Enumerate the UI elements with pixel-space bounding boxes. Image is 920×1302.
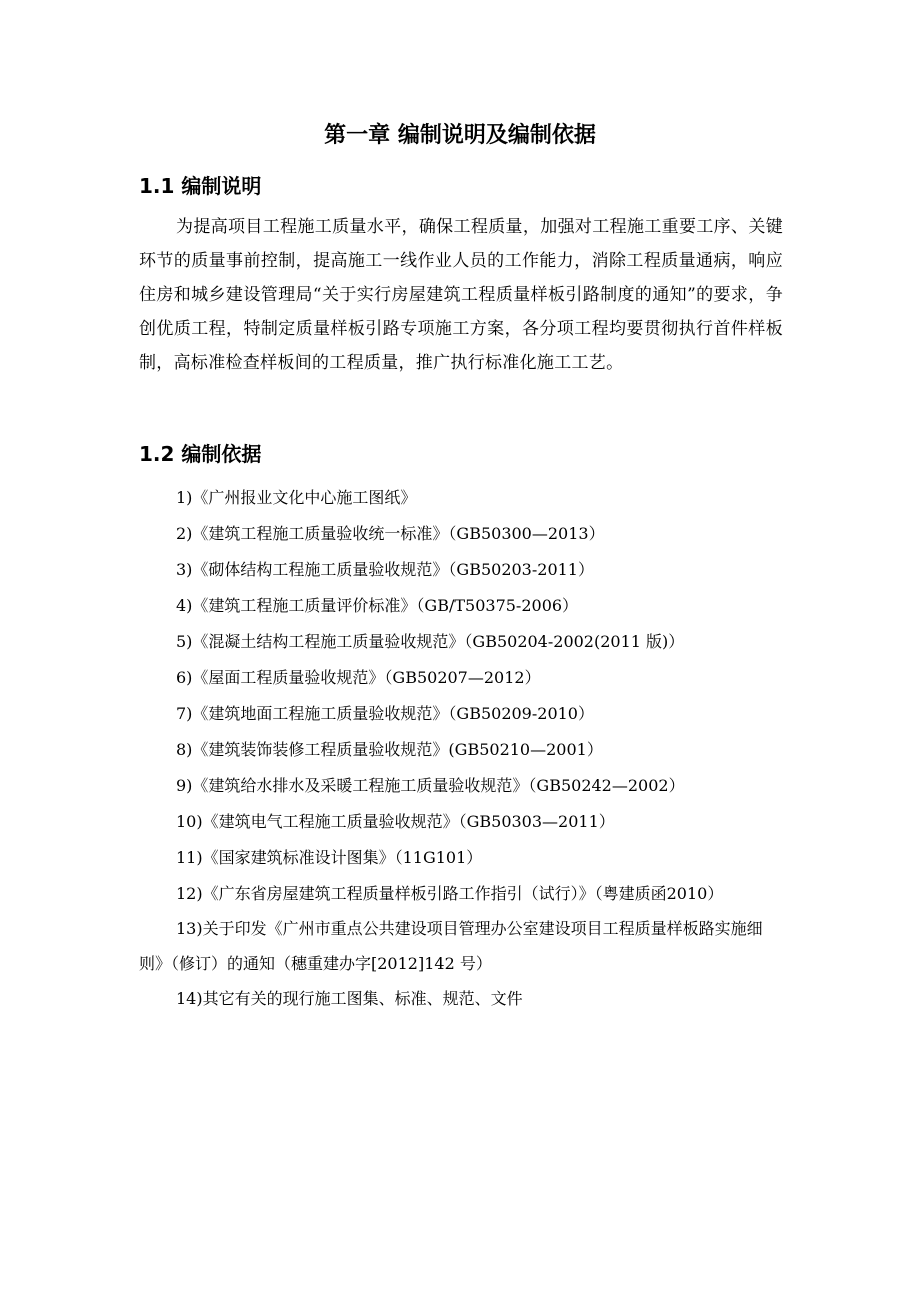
reference-item: 9)《建筑给水排水及采暖工程施工质量验收规范》（GB50242—2002） — [176, 776, 685, 795]
reference-item: 2)《建筑工程施工质量验收统一标准》（GB50300—2013） — [176, 524, 605, 543]
chapter-title: 第一章 编制说明及编制依据 — [324, 123, 596, 148]
section-heading-1-2: 1.2 编制依据 — [139, 442, 262, 466]
reference-item: 10)《建筑电气工程施工质量验收规范》（GB50303—2011） — [176, 812, 615, 831]
section-heading-1-1: 1.1 编制说明 — [139, 174, 262, 198]
reference-item: 3)《砌体结构工程施工质量验收规范》（GB50203-2011） — [176, 560, 594, 579]
reference-item: 4)《建筑工程施工质量评价标准》（GB/T50375-2006） — [176, 596, 579, 615]
reference-item: 6)《屋面工程质量验收规范》（GB50207—2012） — [176, 668, 541, 687]
reference-item: 14)其它有关的现行施工图集、标准、规范、文件 — [176, 989, 523, 1008]
reference-list — [139, 480, 783, 1017]
reference-item: 5)《混凝土结构工程施工质量验收规范》（GB50204-2002(2011 版)） — [176, 632, 685, 651]
reference-item: 12)《广东省房屋建筑工程质量样板引路工作指引（试行）》（粤建质函2010） — [176, 884, 724, 903]
reference-item: 1)《广州报业文化中心施工图纸》 — [176, 488, 417, 507]
reference-item: 7)《建筑地面工程施工质量验收规范》（GB50209-2010） — [176, 704, 594, 723]
section-1-1-paragraph: 为提高项目工程施工质量水平，确保工程质量，加强对工程施工重要工序、关键环节的质量事前控制，提高施工一线作业人员的工作能力，消除工程质量通病，响应住房和城乡建设管理局“关于实行房屋建筑工程质量样板引路制度的通知”的要求，争创优质工程，特制定质量样板引路专项施工方案，各分项工程均要贯彻执行首件样板制，高标准检查样板间的工程质量，推广执行标准化施工工艺。 — [139, 217, 783, 373]
reference-item: 8)《建筑装饰装修工程质量验收规范》(GB50210—2001） — [176, 740, 603, 759]
reference-item: 11)《国家建筑标准设计图集》（11G101） — [176, 848, 483, 867]
reference-item: 13)关于印发《广州市重点公共建设项目管理办公室建设项目工程质量样板路实施细则》（修订）的通知（穗重建办字[2012]142 号） — [139, 919, 763, 973]
